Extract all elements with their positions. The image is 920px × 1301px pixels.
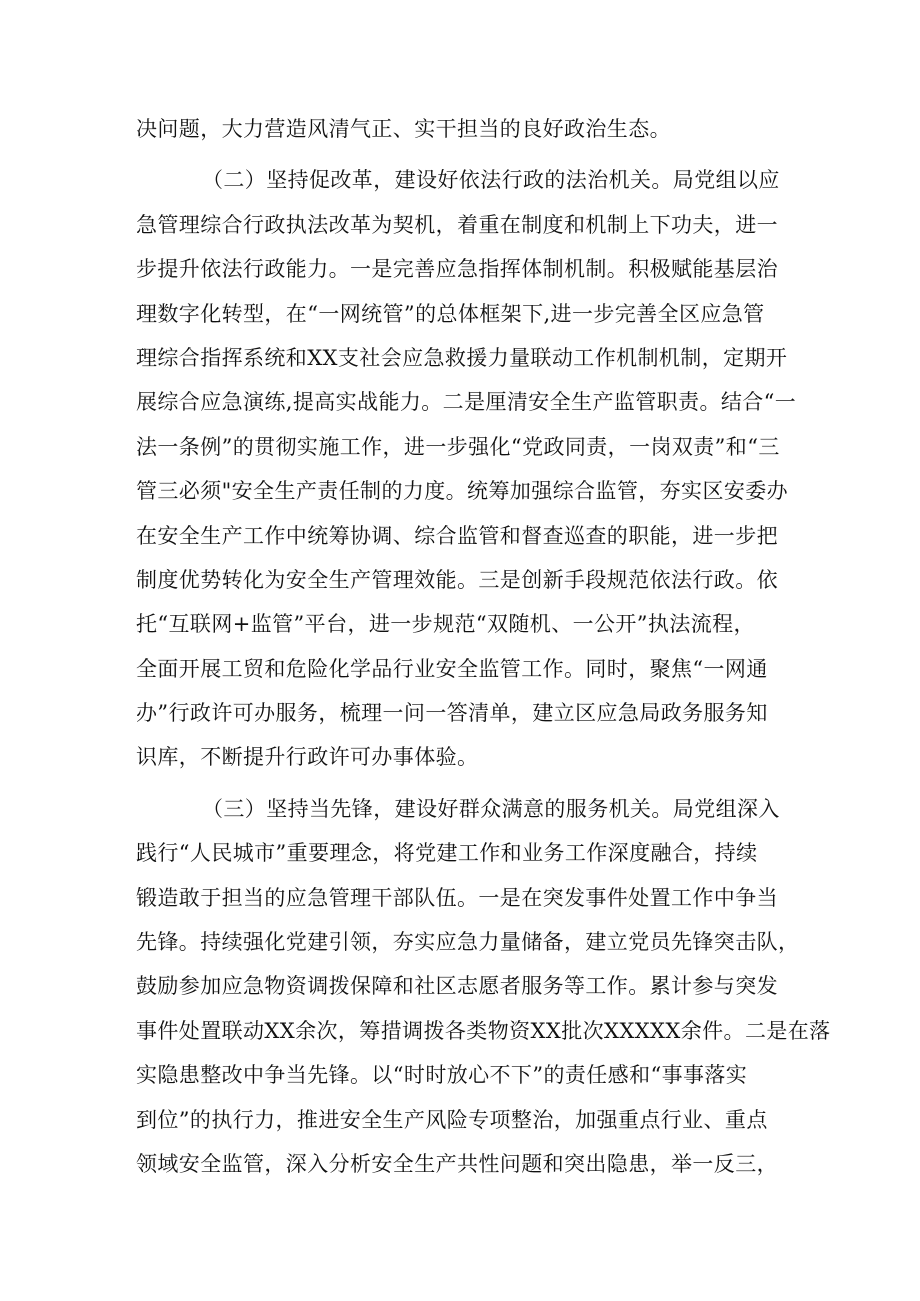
text-line: 法一条例”的贯彻实施工作，进一步强化“党政同责，一岗双责”和“三 [136,434,780,459]
text-line: 在安全生产工作中统筹协调、综合监管和督查巡查的职能，进一步把 [136,523,778,548]
text-line: 全面开展工贸和危险化学品行业安全监管工作。同时，聚焦“一网通 [136,656,768,681]
text-line: 领域安全监管，深入分析安全生产共性问题和突出隐患，举一反三， [136,1151,778,1176]
text-line: 到位”的执行力，推进安全生产风险专项整治，加强重点行业、重点 [136,1107,768,1132]
paragraph-heading-line: （三）坚持当先锋，建设好群众满意的服务机关。局党组深入 [202,796,780,821]
text-line: 办”行政许可办服务，梳理一问一答清单，建立区应急局政务服务知 [136,701,768,726]
text-line: 锻造敢于担当的应急管理干部队伍。一是在突发事件处置工作中争当 [136,885,778,910]
text-line: 理数字化转型，在“一网统管”的总体框架下,进一步完善全区应急管 [136,301,765,326]
text-line: 管三必须"安全生产责任制的力度。统筹加强综合监管，夯实区安委办 [136,479,789,504]
text-line: 步提升依法行政能力。一是完善应急指挥体制机制。积极赋能基层治 [136,257,778,282]
document-body [136,107,831,1186]
text-line: 事件处置联动XX余次，筹措调拨各类物资XX批次XXXXX余件。二是在落 [136,1018,831,1043]
text-line: 先锋。持续强化党建引领，夯实应急力量储备，建立党员先锋突击队， [136,930,800,955]
text-line: 理综合指挥系统和XX支社会应急救援力量联动工作机制机制，定期开 [136,345,788,370]
text-line: 实隐患整改中争当先锋。以“时时放心不下”的责任感和“事事落实 [136,1063,748,1088]
text-line: 鼓励参加应急物资调拨保障和社区志愿者服务等工作。累计参与突发 [136,974,778,999]
text-line: 展综合应急演练,提高实战能力。二是厘清安全生产监管职责。结合“一 [136,390,797,415]
text-line: 制度优势转化为安全生产管理效能。三是创新手段规范依法行政。依 [136,567,778,592]
text-line: 急管理综合行政执法改革为契机，着重在制度和机制上下功夫，进一 [136,212,778,237]
text-line: 决问题，大力营造风清气正、实干担当的良好政治生态。 [136,117,671,141]
text-line: 践行“人民城市”重要理念，将党建工作和业务工作深度融合，持续 [136,841,758,866]
text-line: 识库，不断提升行政许可办事体验。 [136,745,479,770]
text-line: 托“互联网+监管”平台，进一步规范“双随机、一公开”执法流程， [136,612,755,637]
paragraph-heading-line: （二）坚持促改革，建设好依法行政的法治机关。局党组以应 [202,168,780,193]
